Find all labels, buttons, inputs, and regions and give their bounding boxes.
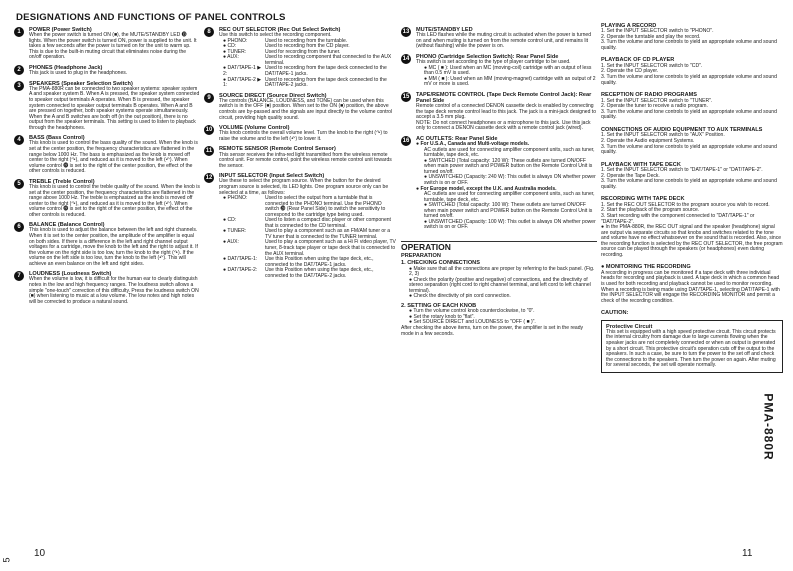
- step: 2. Operate the Tape Deck.: [601, 172, 660, 179]
- section-15: [401, 92, 597, 132]
- knob-item: ● Turn the volume control knob counterclockwise, to "0".: [409, 308, 535, 315]
- knob-after-text: After checking the above items, turn on the power, the amplifier is set in the ready mode in a few seconds.: [401, 324, 584, 337]
- input-selector-list: [219, 196, 396, 279]
- section-9: [204, 93, 396, 121]
- number-badge: 11: [205, 148, 213, 155]
- section-body: This LED flashes while the muting circuit is activated when the power is turned on and when muting is turned on from the remote control unit, and remains lit (without flashing) while the power is on.: [416, 32, 592, 50]
- number-badge: 5: [14, 179, 24, 189]
- section-heading: BASS (Bass Control): [29, 135, 85, 142]
- section-3: [14, 81, 200, 132]
- section-14: [401, 54, 597, 88]
- check-item: ● Make sure that all the connections are proper by referring to the back panel. (Fig. 2, 3): [409, 265, 595, 278]
- tape-playback-heading: PLAYBACK WITH TAPE DECK: [601, 161, 681, 168]
- step: 2. Operate the turntable and play the record.: [601, 33, 701, 40]
- section-6: [14, 222, 200, 267]
- section-4: [14, 135, 200, 174]
- number-badge: 7: [14, 271, 24, 281]
- preparation-heading: PREPARATION: [401, 253, 441, 260]
- section-heading: PHONO (Cartridge Selection Switch): Rear Panel Side: [416, 53, 559, 60]
- step: 1. Set the INPUT SELECTOR switch to "PHONO".: [601, 28, 714, 35]
- number-badge: 12: [205, 175, 213, 182]
- step: 3. Turn the volume and tone controls to yield an appropriate volume and sound quality.: [601, 143, 777, 156]
- section-body: This jack is used to plug in the headphones.: [29, 70, 128, 77]
- list-value: Used for recording from the tuner.: [265, 48, 341, 55]
- number-badge: 2: [14, 65, 24, 75]
- step: 1. Set the INPUT SELECTOR switch to "AUX" Position.: [601, 132, 725, 139]
- monitoring-body: A recording in progress can be monitored if a tape deck with three individual heads for recording and playback is used. A tape deck in which a common head is used for both recording and playback cannot be used to monitor recording. When a recording is being made using DAT/TAPE-1, selecting DAT/TAPE-1 with the INPUT SELECTOR will engage the RECORDING MONITOR and permit a check of the recording condition.: [601, 269, 780, 304]
- section-body: The controls (BALANCE, LOUDNESS, and TONE) can be used when this switch is in the OFF (■) position. When set to the ON (■) position, the above controls are by-passed and the signals are input directly to the volume control circuit, providing high quality sound.: [219, 97, 393, 121]
- section-heading: POWER (Power Switch): [29, 27, 92, 33]
- section-body: This knob controls the overall volume level. Turn the knob to the right (↷) to raise the volume and to the left (↶) to lower it.: [219, 130, 388, 142]
- column-1: [14, 27, 200, 309]
- step: 3. Start recording with the component connected to "DAT/TAPE-1" or "DAT/TAPE-2".: [601, 212, 755, 225]
- rec-out-list: [219, 39, 396, 89]
- us-model-heading: ● For U.S.A., Canada and Multi-voltage models.: [416, 141, 530, 148]
- number-badge: 6: [14, 222, 24, 232]
- section-heading: SPEAKERS (Speaker Selection Switch): [29, 80, 133, 87]
- knob-item: ● Set the rotary knob to "flat".: [409, 313, 475, 320]
- operation-heading: OPERATION: [401, 241, 597, 251]
- playback-cd-heading: PLAYBACK OF CD PLAYER: [601, 57, 675, 64]
- list-key: ● DAT/TAPE-1 ▶ 2:: [223, 65, 262, 78]
- step: 3. Turn the volume and tone controls to yield an appropriate volume and sound quality.: [601, 39, 777, 51]
- list-value: Use this Position when using the tape deck, etc., connected to the DAT/TAPE-2 jacks.: [265, 267, 374, 279]
- section-16: [401, 136, 597, 231]
- eu-unswitched: ● UNSWITCHED (Capacity: 100 W): This outlet is always ON whether power switch is on or OFF.: [424, 218, 596, 231]
- section-body: This sensor receives the infra-red light transmitted from the wireless remote control unit. For remote control, point the wireless remote control unit towards the sensor.: [219, 151, 392, 169]
- mm-option: ● MM ( ■ ): Used when an MM (moving-magnet) cartridge with an output of 2 mV or more is used.: [424, 75, 596, 88]
- number-badge: 4: [14, 135, 24, 145]
- section-body: This switch is set according to the type of player cartridge to be used.: [416, 59, 571, 66]
- protective-circuit-heading: Protective Circuit: [606, 323, 653, 330]
- protective-circuit-body: This set is equipped with a high speed protective circuit. This circuit protects the internal circuitry from damage due to large currents flowing when the speaker jacks are not completely connected or when an output is generated by a short circuit. This protective circuit's operation cuts off the output to the speakers. In such a case, be sure to turn the power to the set off and check the connections to the speakers. Then turn the power on again. After muting for several seconds, the set will operate normally.: [606, 328, 776, 369]
- column-3: [401, 27, 597, 337]
- column-4: [601, 23, 783, 373]
- section-body: This knob is used to adjust the balance between the left and right channels. When it is set to the center position, the amplitude of the amplifier is equal on both sides. If there is a difference in the left and right channel output voltages for a cartridge, move the knob to the left and the right to adjust it. If the volume on the right side is too low, turn the knob to the right (↷). If the volume on the left side is too low, turn the knob to the left (↶). This will achieve an even balance on the left and right sides.: [29, 227, 198, 267]
- tape-recording-heading: RECORDING WITH TAPE DECK: [601, 196, 685, 203]
- section-1: [14, 27, 200, 61]
- playing-record-heading: PLAYING A RECORD: [601, 23, 657, 29]
- step: 1. Set the INPUT SELECTOR switch to "DAT/TAPE-1" or "DAT/TAPE-2".: [601, 167, 763, 174]
- step: 2. Operate the CD player.: [601, 68, 659, 75]
- list-value: Used to recording from the tape deck connected to the DAT/TAPE-1 jacks.: [265, 65, 387, 78]
- us-unswitched: ● UNSWITCHED (Capacity: 240 W): This outlet is always ON whether power switch is on or OFF.: [424, 174, 596, 186]
- knob-setting-heading: 2. SETTING OF EACH KNOB: [401, 302, 477, 309]
- list-value: Used to play a component such as an FM/AM tuner or a TV tuner that is connected to the TUNER terminal.: [265, 228, 391, 240]
- list-value: Use this Position when using the tape deck, etc., connected to the DAT/TAPE-1 jacks.: [265, 256, 374, 268]
- step: 1. Set the INPUT SELECTOR switch to "TUNER".: [601, 97, 713, 104]
- eu-model-heading: ● For Europe model, except the U.K. and Australia models.: [416, 185, 557, 192]
- list-key: ● AUX:: [223, 239, 239, 246]
- section-heading: BALANCE (Balance Control): [29, 222, 105, 229]
- section-heading: INPUT SELECTOR (Input Select Switch): [219, 173, 325, 180]
- section-13: [401, 27, 597, 50]
- section-11: [204, 146, 396, 169]
- number-badge: 14: [402, 55, 410, 62]
- list-key: ● CD:: [223, 217, 237, 224]
- section-body: This knob is used to control the bass quality of the sound. When the knob is set at the center position, the frequency characteristics are flattened in the range below 1000 Hz. The bass is emphasized as the knob is moved off center to the right (↷), and reduced as it is moved to the left (↶). When volume control ⓳ is set to the right of the center position, the effect of the other controls is reduced.: [29, 140, 198, 175]
- number-badge: 8: [204, 27, 214, 37]
- list-key: ● DAT/TAPE-1:: [223, 256, 258, 263]
- list-key: ● PHONO:: [223, 37, 248, 44]
- check-item: ● Check the directivity of pin cord connection.: [409, 293, 511, 300]
- caution-heading: CAUTION:: [601, 310, 629, 317]
- section-heading: REC OUT SELECTOR (Rec Out Select Switch): [219, 27, 341, 33]
- section-body: This knob is used to control the treble quality of the sound. When the knob is set at the center position, the frequency characteristics are flattened in the range above 1000 Hz. The treble is emphasized as the knob is moved off center to the right (↷), and reduced as it is moved to the left (↶). When volume control ⓳ is set to the right of the center position, the effect of the other controls is reduced.: [29, 183, 200, 218]
- section-heading: AC OUTLETS: Rear Panel Side: [416, 135, 498, 142]
- eu-switched: ● SWITCHED (Total capacity: 100 W): These outlets are turned ON/OFF when main power switch and POWER button on the Remote Control Unit is turned on/off.: [424, 202, 593, 220]
- section-heading: VOLUME (Volume Control): [219, 125, 290, 132]
- side-tab: [761, 384, 789, 474]
- step: 2. Operate the Audio equipment Systems.: [601, 137, 695, 144]
- number-badge: 15: [402, 93, 410, 100]
- side-number: 5: [1, 557, 12, 563]
- eu-model-body: AC outlets are used for connecting amplifier component units, such as tuner, turntable, tape deck, etc.: [424, 191, 595, 203]
- check-item: ● Check the polarity (positive and negative) of connections, and the directivity of stereo separation (right cord to right channel terminal, and left cord to left channel terminal).: [409, 276, 591, 294]
- section-body: Use this switch to select the recording component.: [219, 32, 332, 39]
- side-tab-label: PMA-880R: [761, 393, 776, 461]
- list-value: Used to recording from the tape deck connected to the DAT/TAPE-2 jacks.: [265, 76, 387, 89]
- page-number-left: 10: [34, 548, 46, 559]
- section-heading: PHONES (Headphone Jack): [29, 64, 103, 71]
- list-value: Used to play a component such as a Hi Fi video player, TV tuner, 8-track tape player or tape deck that is connected to the AUX terminal.: [265, 239, 396, 257]
- section-heading: MUTE/STANDBY LED: [416, 27, 473, 33]
- list-key: ● DAT/TAPE-2:: [223, 267, 258, 274]
- list-value: Used to listen a compact disc player or other component that is connected to the CD terminal.: [265, 217, 391, 229]
- section-5: [14, 179, 200, 218]
- step: 2. Operate the tuner to receive a radio program.: [601, 103, 708, 110]
- monitoring-heading: ● MONITORING THE RECORDING: [601, 264, 691, 271]
- section-heading: SOURCE DIRECT (Source Direct Switch): [219, 92, 327, 99]
- section-2: [14, 65, 200, 77]
- list-key: ● DAT/TAPE-2 ▶ 1:: [223, 76, 262, 89]
- number-badge: 9: [204, 93, 214, 103]
- note-text: NOTE: Do not connect headphones or a microphone to this jack. Use this jack only to connect a DENON cassette deck with a remote control jack (wired).: [416, 119, 591, 132]
- step: 3. Turn the volume and tone controls to yield an appropriate volume and sound quality.: [601, 74, 777, 86]
- number-badge: 16: [402, 137, 410, 144]
- list-value: Used to select the output from a turntable that is connected to the PHONO terminal. Use the PHONO switch ⓴ (Rear Panel Side) to switch the sensitivity to correspond to the cartridge type being used.: [265, 195, 386, 218]
- section-body: When the power switch is turned ON (■), the MUTE/STANDBY LED ⓭ lights. When the power switch is turned ON, power is supplied to the unit. It takes a few seconds after the power is turned on for the unit to warm up. This is due to the built-in muting circuit that eliminates noise during the on/off operation.: [29, 32, 197, 61]
- list-key: ● TUNER:: [223, 228, 247, 235]
- section-10: [204, 125, 396, 142]
- number-badge: 3: [14, 81, 24, 91]
- step: 3. Turn the volume and tone controls to yield an appropriate volume and sound quality.: [601, 178, 777, 190]
- list-key: ● PHONO:: [223, 195, 248, 202]
- page-number-right: 11: [742, 548, 753, 559]
- aux-heading: CONNECTIONS OF AUDIO EQUIPMENT TO AUX TERMINALS: [601, 126, 763, 133]
- section-heading: REMOTE SENSOR (Remote Control Sensor): [219, 146, 336, 153]
- list-key: ● CD:: [223, 43, 237, 50]
- section-12: [204, 173, 396, 279]
- section-body: Remote control of a connected DENON cassette deck is enabled by connecting the tape deck remote control lead to this jack. The jack is a mini-jack designed to accept a 3.5 mm plug.: [416, 103, 597, 121]
- page-title: DESIGNATIONS AND FUNCTIONS OF PANEL CONTROLS: [16, 12, 286, 23]
- list-value: Used to recording component that connected to the AUX terminal.: [265, 54, 392, 66]
- section-8: [204, 27, 396, 89]
- knob-item: ● Set SOURCE DIRECT and LOUDNESS to "OFF ( ■ )".: [409, 319, 536, 326]
- list-key: ● AUX:: [223, 54, 239, 61]
- checking-connections-heading: 1. CHECKING CONNECTIONS: [401, 259, 480, 266]
- us-model-body: AC outlets are used for connecting amplifier component units, such as tuner, turntable, tape deck, etc.: [424, 146, 595, 159]
- step: ● In the PMA-880R, the REC OUT signal and the speaker (headphone) signal are output via separate circuits so that knobs and switches related to the tone and volume have no effect whatsoever on the sound that is recorded. Also, since the recording function is selected by the REC OUT SELECTOR, the free program source can be played through the speakers (or headphones) even during recording.: [601, 224, 783, 258]
- section-body: Use these to select the program source. When the button for the desired program source is selected, its LED lights. One program source only can be selected at a time, as follows:: [219, 178, 389, 196]
- number-badge: 10: [205, 127, 213, 134]
- caution-box: [601, 320, 783, 373]
- number-badge: 13: [402, 29, 410, 35]
- section-heading: LOUDNESS (Loudness Switch): [29, 271, 112, 278]
- list-value: Used to recording from the turntable.: [265, 37, 348, 44]
- step: 1. Set the REC OUT SELECTOR to the program source you wish to record.: [601, 201, 770, 208]
- section-heading: TREBLE (Treble Control): [29, 178, 95, 185]
- step: 2. Start the playback of the program source.: [601, 207, 700, 214]
- section-7: [14, 271, 200, 305]
- radio-heading: RECEPTION OF RADIO PROGRAMS: [601, 92, 698, 99]
- column-2: [204, 27, 396, 283]
- number-badge: 1: [14, 27, 24, 37]
- section-body: The PMA-880R can be connected to two speaker systems: speaker system A and speaker system B. When A is pressed, the speaker system connected to speaker output terminals A operates. When B is pressed, the speaker system connected to speaker output terminals B operates. When A and B are pressed on together, both speaker systems operate simultaneously. When the A and B switches are both off (in the out position), there is no output from the speaker terminals. This setting is used to listen to playback through the headphones.: [29, 85, 200, 131]
- us-switched: ● SWITCHED (Total capacity: 120 W): These outlets are turned ON/OFF when main power switch and POWER button on the Remote Control Unit is turned on/off.: [424, 157, 593, 175]
- mc-option: ● MC ( ■ ): Used when an MC (moving-coil) cartridge with an output of less than 0.5 mV is used.: [424, 64, 592, 77]
- section-heading: TAPE/REMOTE CONTROL (Tape Deck Remote Control Jack): Rear Panel Side: [416, 91, 592, 104]
- list-value: Used to recording from the CD player.: [265, 43, 350, 50]
- step: 1. Set the INPUT SELECTOR switch to "CD".: [601, 62, 703, 69]
- section-body: When the volume is low, it is difficult for the human ear to clearly distinguish notes in the low and high frequency ranges. The loudness switch allows a simple "one-touch" correction of this difficulty. Press the loudness switch ON (■) when listening to music at a low volume. The low notes and high notes will be corrected to produce a natural sound.: [29, 276, 199, 305]
- list-key: ● TUNER:: [223, 48, 247, 55]
- step: 3. Turn the volume and tone controls to yield an appropriate volume and sound quality.: [601, 108, 777, 121]
